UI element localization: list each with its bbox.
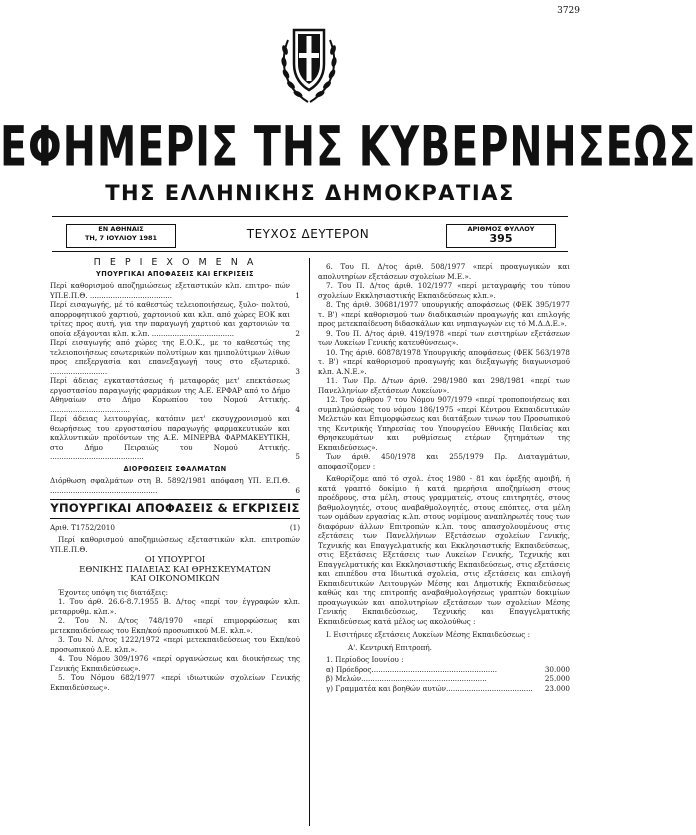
issue-series: ΤΕΥΧΟΣ ΔΕΥΤΕΡΟΝ — [246, 227, 370, 241]
budget-row: γ) Γραμματέα και βοηθών αυτών ...................................... 23.000 — [326, 683, 570, 693]
provision-item: 6. Του Π. Δ/τος άριθ. 508/1977 «περί προαγωγικών και απολυτηρίων εξετάσεων σχολείων Μ.Ε.». — [318, 262, 570, 281]
sheet-label: ΑΡΙΘΜΟΣ ΦΥΛΛΟΥ — [467, 225, 535, 233]
toc-page: 5 — [295, 452, 300, 461]
issue-place-date-box — [66, 224, 176, 248]
issue-place: ΕΝ ΑΘΗΝΑΙΣ — [98, 225, 144, 233]
considering-line: Έχοντες υπόψη τις διατάξεις: — [58, 587, 169, 597]
toc-item[interactable]: Περί άδειας λειτουργίας, κατόπιν μετ' εκσυγχρονισμού και θεωρήσεως του εργοστασίου παραγωγής φαρμακευτικών και καλλυντικών προϊόντων της Α.Ε. ΜΙΝΕΡΒΑ ΦΑΡΜΑΚΕΥΤΙΚΗ, στο Δήμο Πειραιώς του Νομού Αττικής. ......................................... 5 — [50, 414, 300, 461]
provision-item: 9. Του Π. Δ/τος άριθ. 419/1978 «περί των εισιτηρίων εξετάσεων των Λυκείων Γενικής κατευθύνσεως». — [318, 328, 570, 347]
header-rule-bottom — [52, 251, 568, 252]
decision-ref: Αριθ. Τ1752/2010 — [50, 522, 115, 532]
correction-page: 6 — [295, 485, 300, 495]
toc-item[interactable]: Περί άδειας εγκαταστάσεως ή μεταφοράς μετ' επεκτάσεως εργοστασίου παραγωγής φαρμάκων της Α.Ε. ΕΡΦΑΡ από το Δήμο Αθηναίων στο Δήμο Κορωπίου του Νομού Αττικής. ................................... 4 — [50, 376, 300, 414]
budget-row: β) Μελών ....................................................... 25.000 — [326, 674, 570, 683]
budget-row: α) Πρόεδρος ....................................................... 30.000 — [326, 664, 570, 674]
provision-item: 12. Του άρθρου 7 του Νόμου 907/1979 «περί τροποποιήσεως και συμπληρώσεως του νόμου 186/1975 «περί Κέντρου Εκπαιδευτικών Μελετών και Επιμορφώσεως και διατάξεων τινων του Προσωπικού της Κεντρικής Υπηρεσίας του Υπουργείου Εθνικής Παιδείας και Θρησκευμάτων και ρυθμίσεως ετέρων ζητημάτων της Εκπαιδεύσεως». — [318, 395, 570, 452]
decision-ref-row — [50, 523, 300, 533]
provision-item: 7. Του Π. Δ/τος άριθ. 102/1977 «περί μεταγραφής του τύπου σχολείων Εκκλησιαστικής Εκπαιδεύσεως κλπ.». — [318, 281, 570, 300]
toc-page: 2 — [295, 328, 300, 338]
greek-coat-of-arms-icon — [278, 20, 340, 106]
toc-page: 3 — [295, 366, 300, 376]
toc-item[interactable]: Περί εισαγωγής, μέ τό καθεστώς τελειοποιήσεως, ξυλο- πολτού, απορροφητικού χαρτιού, χαρτονιού και κλπ. από χώρες ΕΟΚ και τρίτες προς αυτή, για την παραγωγή χαρτιού και χαρτονιών τα οποία εξάγονται κλπ. κ.λπ. .................................... 2 — [50, 300, 300, 338]
section-heading: ΥΠΟΥΡΓΙΚΑΙ ΑΠΟΦΑΣΕΙΣ & ΕΓΚΡΙΣΕΙΣ — [50, 501, 300, 515]
issue-date: ΤΗ, 7 ΙΟΥΛΙΟΥ 1981 — [84, 234, 158, 242]
gazette-title: ΕΦΗΜΕΡΙΣ ΤΗΣ ΚΥΒΕΡΝΗΣΕΩΣ — [0, 115, 696, 180]
provision-item: 11. Των Πρ. Δ/των άριθ. 298/1980 και 298/1981 «περί των Πανελληνίων εξετάσεων Λυκείων». — [318, 376, 570, 395]
provision-item: 1. Του άρθ. 26.6-8.7.1955 Β. Δ/τος «περί τον έγγραφών κλπ. μεταρρυθμ. κλπ.». — [50, 597, 300, 616]
header-rule — [52, 216, 568, 217]
sheet-number: 395 — [489, 232, 513, 245]
provision-item: 10. Της άριθ. 60878/1978 Υπουργικής αποφάσεως (ΦΕΚ 563/1978 τ. Β') «περί καθορισμού προαγωγής και διεξαγωγής διαγωνισμού κλπ. Α.Ν.Ε.». — [318, 347, 570, 376]
provision-item: 8. Της άριθ. 30681/1977 υπουργικής αποφάσεως (ΦΕΚ 395/1977 τ. Β') «περί καθορισμού των διαδικασιών προαγωγής και επιλογής προς μετεκπαίδευση διδασκάλων και νηπιαγωγών εις τό Μ.Δ.Δ.Ε.». — [318, 300, 570, 328]
toc-item[interactable]: Περί εισαγωγής από χώρες της Ε.Ο.Κ., με το καθεστώς της τελειοποιήσεως εσωτερικών πολυτίμων και ημιπολύτιμων λίθων προς επεξεργασία και επανεξαγωγή τους στο εξωτερικό. ......................... 3 — [50, 338, 300, 376]
ministry-line: ΕΘΝΙΚΗΣ ΠΑΙΔΕΙΑΣ ΚΑΙ ΘΡΗΣΚΕΥΜΑΤΩΝ — [79, 564, 271, 575]
provision-item: 3. Του Ν. Δ/τος 1222/1972 «περί μετεκπαιδεύσεως του Εκπ/κού προσωπικού Δ.Ε. κλπ.». — [50, 635, 300, 654]
contents-heading: Π Ε Ρ Ι Ε Χ Ο Μ Ε Ν Α — [93, 257, 257, 268]
decision-ref-num: (1) — [289, 522, 300, 532]
decision-line: Των άριθ. 450/1978 και 255/1979 Πρ. Διαταγμάτων, αποφασίζομεν : — [318, 452, 570, 471]
column-divider — [309, 258, 310, 826]
budget-amount: 30.000 — [544, 664, 570, 674]
budget-amount: 23.000 — [544, 683, 570, 693]
toc-item[interactable]: Περί καθορισμού αποζημιώσεως εξεταστικών κλπ. επιτρο- πών ΥΠ.Ε.Π.Θ. .................................... 1 — [50, 281, 300, 300]
budget-amount: 25.000 — [544, 674, 570, 683]
subsection-heading: Α'. Κεντρική Επιτροπή. — [348, 642, 432, 652]
left-column — [50, 258, 300, 692]
subsection-heading: 1. Περίοδος Ιουνίου : — [326, 655, 404, 664]
ministers-heading: ΟΙ ΥΠΟΥΡΓΟΙ — [144, 555, 206, 565]
provision-item: 5. Του Νόμου 682/1977 «περί ιδιωτικών σχολείων Γενικής Εκπαιδεύσεως». — [50, 673, 300, 692]
correction-item[interactable]: Διόρθωση σφαλμάτων στη Β. 5892/1981 απόφαση ΥΠ. Ε.Π.Θ. ............................................... 6 — [50, 476, 300, 495]
decision-title: Περί καθορισμού αποζημιώσεως εξεταστικών κλπ. επιτροπών ΥΠ.Ε.Π.Θ. — [50, 535, 300, 554]
toc-page: 1 — [295, 290, 300, 300]
section-rule — [50, 499, 300, 500]
toc-page: 4 — [295, 404, 300, 414]
section-rule — [50, 518, 300, 519]
subsection-heading: I. Εισιτήριες εξετάσεις Λυκείων Μέσης Εκπαιδεύσεως : — [326, 630, 531, 639]
right-column — [318, 262, 570, 693]
contents-subheading: ΥΠΟΥΡΓΙΚΑΙ ΑΠΟΦΑΣΕΙΣ ΚΑΙ ΕΓΚΡΙΣΕΙΣ — [96, 269, 254, 278]
sheet-number-box — [446, 224, 556, 248]
provision-item: 2. Του Ν. Δ/τος 748/1970 «περί επιμορφώσεως και μετεκπαιδεύσεως του Εκπ/κού προσωπικού Μ.Ε. κλπ.». — [50, 616, 300, 635]
page-number: 3729 — [557, 6, 580, 16]
ministry-line: ΚΑΙ ΟΙΚΟΝΟΜΙΚΩΝ — [130, 574, 220, 584]
gazette-subtitle: ΤΗΣ ΕΛΛΗΝΙΚΗΣ ΔΗΜΟΚΡΑΤΙΑΣ — [105, 181, 515, 205]
provision-item: 4. Του Νόμου 309/1976 «περί οργανώσεως και διοικήσεως της Γενικής Εκπαιδεύσεως». — [50, 654, 300, 673]
main-paragraph: Καθορίζομε από τό σχολ. έτος 1980 - 81 και έφεξής αμοιβή, ή κατά γραπτό δοκίμιο ή κατά ημερήσια αποζημίωση στους προέδρους, στα μέλη, στους γραμματείς, στους επιτηρητές, στους βαθμολογητές, στους αναβαθμολογητές, στους επόπτες, στα μέλη των ομάδων εργασίας κ.λπ. στους νομίμους αναπληρωτές τους των διαφόρων άλλων Επιτροπών κ.λπ. τους απασχολουμένους στις εξετάσεις των Πανελλήνιων Εξετάσεων σχολείων Γενικής, Τεχνικής και Επαγγελματικής και Εκκλησιαστικής Εκπαιδεύσεως, στις Εξετάσεις Εξετάσεις των Λυκείων Γενικής, Τεχνικής και Επαγγελματικής και Εκκλησιαστικής Εκπαιδεύσεως, στις εξετάσεις και επιπέδου στα Ιδιωτικά σχολεία, στις εξετάσεις και επιλογή Εκπαιδευτικών Λειτουργών Μέσης και Δημοτικής Εκπαιδεύσεως καθώς και της επιτροπής αναβαθμολογήσεως γραπτών δοκιμίων προαγωγικών και απολυτηρίων εξετάσεων των σχολείων Μέσης Γενικής Εκπαιδεύσεως, Τεχνικής και Επαγγελματικής Εκπαιδεύσεως κατά μέλος ως ακολούθως : — [318, 474, 570, 626]
corrections-heading: ΔΙΟΡΘΩΣΕΙΣ ΣΦΑΛΜΑΤΩΝ — [123, 464, 227, 473]
